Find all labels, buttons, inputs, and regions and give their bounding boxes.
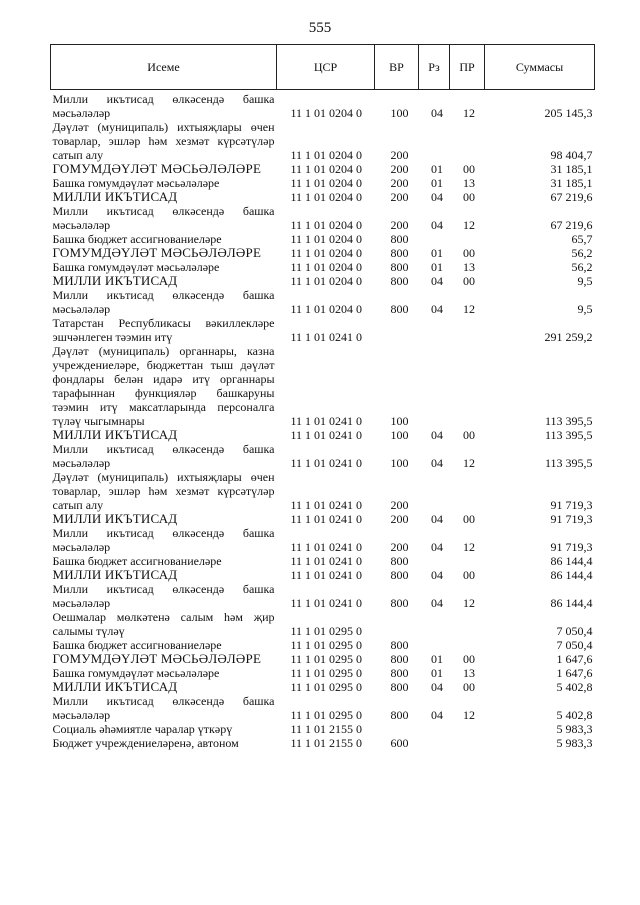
cell-vr	[375, 316, 419, 344]
cell-pr	[450, 344, 485, 428]
cell-vr: 800	[390, 568, 409, 582]
cell-vr: 200	[390, 512, 409, 526]
cell-csr: 11 1 01 0204 0	[290, 218, 363, 232]
cell-pr	[450, 316, 485, 344]
header-sum: Суммасы	[485, 45, 595, 90]
cell-pr	[450, 470, 485, 512]
cell-vr: 800	[390, 638, 409, 652]
cell-rz: 04	[431, 218, 443, 232]
cell-csr: 11 1 01 0204 0	[290, 232, 363, 246]
cell-sum: 5 983,3	[556, 736, 593, 750]
cell-vr: 600	[390, 736, 409, 750]
cell-pr: 13	[463, 260, 475, 274]
cell-rz	[419, 120, 450, 162]
table-row	[51, 638, 595, 652]
cell-rz	[419, 232, 450, 246]
cell-csr: 11 1 01 0204 0	[290, 148, 363, 162]
cell-name: Милли икътисад өлкәсендә башка мәсьәләләр	[52, 288, 275, 316]
cell-csr: 11 1 01 2155 0	[290, 736, 363, 750]
cell-name: Милли икътисад өлкәсендә башка мәсьәләләр	[52, 92, 275, 120]
cell-sum: 56,2	[571, 246, 593, 260]
table-row	[51, 90, 595, 121]
cell-rz	[419, 610, 450, 638]
table-row	[51, 204, 595, 232]
cell-rz: 01	[431, 162, 443, 176]
table-row	[51, 582, 595, 610]
header-name: Исеме	[51, 45, 277, 90]
cell-csr: 11 1 01 0204 0	[290, 260, 363, 274]
cell-name: Дәүләт (муниципаль) ихтыяҗлары өчен товарлар, эшләр һәм хезмәт күрсәтүләр сатып алу	[52, 470, 275, 512]
table-row	[51, 246, 595, 260]
cell-name: Милли икътисад өлкәсендә башка мәсьәләләр	[52, 694, 275, 722]
cell-rz: 04	[431, 540, 443, 554]
cell-name: ГОМУМДӘҮЛӘТ МӘСЬӘЛӘЛӘРЕ	[52, 161, 262, 176]
cell-rz: 04	[431, 456, 443, 470]
cell-sum: 67 219,6	[550, 190, 593, 204]
table-row	[51, 568, 595, 582]
cell-csr: 11 1 01 0241 0	[290, 540, 363, 554]
cell-rz: 04	[431, 106, 443, 120]
cell-vr: 200	[390, 218, 409, 232]
cell-pr: 00	[463, 512, 475, 526]
cell-vr	[375, 610, 419, 638]
cell-pr	[450, 722, 485, 736]
page-number: 555	[308, 20, 332, 36]
cell-vr: 800	[390, 708, 409, 722]
cell-pr: 00	[463, 428, 475, 442]
cell-csr: 11 1 01 0204 0	[290, 176, 363, 190]
cell-sum: 31 185,1	[550, 176, 593, 190]
cell-name: ГОМУМДӘҮЛӘТ МӘСЬӘЛӘЛӘРЕ	[52, 651, 262, 666]
cell-csr: 11 1 01 0295 0	[290, 652, 363, 666]
cell-csr: 11 1 01 0204 0	[290, 106, 363, 120]
cell-csr: 11 1 01 0295 0	[290, 666, 363, 680]
cell-pr: 00	[463, 680, 475, 694]
cell-sum: 1 647,6	[556, 652, 593, 666]
cell-sum: 91 719,3	[550, 512, 593, 526]
cell-rz: 04	[431, 190, 443, 204]
table-row	[51, 442, 595, 470]
cell-sum: 65,7	[571, 232, 593, 246]
table-row	[51, 736, 595, 750]
cell-csr: 11 1 01 0204 0	[290, 274, 363, 288]
cell-vr: 200	[390, 176, 409, 190]
cell-name: Бюджет учреждениеләренә, автоном	[52, 736, 239, 750]
cell-csr: 11 1 01 0241 0	[290, 554, 363, 568]
cell-vr: 800	[390, 666, 409, 680]
cell-vr: 800	[390, 260, 409, 274]
cell-name: Милли икътисад өлкәсендә башка мәсьәләләр	[52, 442, 275, 470]
cell-sum: 91 719,3	[550, 498, 593, 512]
cell-csr: 11 1 01 2155 0	[290, 722, 363, 736]
cell-pr	[450, 232, 485, 246]
table-row	[51, 232, 595, 246]
cell-rz: 01	[431, 652, 443, 666]
budget-table	[50, 44, 595, 750]
header-vr: ВР	[375, 45, 419, 90]
cell-vr: 200	[390, 498, 409, 512]
cell-pr: 12	[463, 596, 475, 610]
cell-pr: 12	[463, 302, 475, 316]
cell-name: Милли икътисад өлкәсендә башка мәсьәләләр	[52, 526, 275, 554]
cell-sum: 113 395,5	[544, 428, 593, 442]
cell-vr: 800	[390, 554, 409, 568]
cell-pr: 12	[463, 708, 475, 722]
cell-rz: 04	[431, 596, 443, 610]
cell-name: Башка гомумдәүләт мәсьәләләре	[52, 176, 220, 190]
cell-pr	[450, 554, 485, 568]
cell-sum: 5 402,8	[556, 680, 593, 694]
cell-csr: 11 1 01 0295 0	[290, 680, 363, 694]
cell-rz	[419, 638, 450, 652]
cell-rz: 04	[431, 302, 443, 316]
table-row	[51, 666, 595, 680]
cell-vr: 200	[390, 162, 409, 176]
cell-vr: 800	[390, 274, 409, 288]
cell-name: Башка бюджет ассигнованиеләре	[52, 638, 222, 652]
table-body	[51, 90, 595, 751]
cell-vr: 100	[390, 428, 409, 442]
cell-pr: 12	[463, 218, 475, 232]
cell-sum: 113 395,5	[544, 456, 593, 470]
cell-name: Милли икътисад өлкәсендә башка мәсьәләләр	[52, 582, 275, 610]
cell-rz: 04	[431, 274, 443, 288]
cell-name: Татарстан Республикасы вәкиллекләре эшчәнлеген тәэмин итү	[52, 316, 275, 344]
cell-name: Дәүләт (муниципаль) органнары, казна учреждениеләре, бюджеттан тыш дәүләт фондлары белән идарә итү органнары тарафыннан функцияләр башкаруны тәэмин итү максатларында персоналга түләү чыгымнары	[52, 344, 275, 428]
cell-rz: 04	[431, 708, 443, 722]
cell-pr	[450, 610, 485, 638]
cell-rz	[419, 316, 450, 344]
table-row	[51, 512, 595, 526]
cell-name: Башка бюджет ассигнованиеләре	[52, 554, 222, 568]
cell-sum: 1 647,6	[556, 666, 593, 680]
cell-pr: 00	[463, 652, 475, 666]
cell-name: МИЛЛИ ИКЪТИСАД	[52, 427, 178, 442]
cell-sum: 86 144,4	[550, 554, 593, 568]
cell-sum: 5 402,8	[556, 708, 593, 722]
cell-name: МИЛЛИ ИКЪТИСАД	[52, 273, 178, 288]
cell-csr: 11 1 01 0241 0	[290, 330, 363, 344]
table-row	[51, 344, 595, 428]
cell-csr: 11 1 01 0204 0	[290, 246, 363, 260]
table-row	[51, 274, 595, 288]
cell-pr: 00	[463, 246, 475, 260]
table-row	[51, 470, 595, 512]
cell-csr: 11 1 01 0241 0	[290, 428, 363, 442]
cell-name: МИЛЛИ ИКЪТИСАД	[52, 679, 178, 694]
cell-csr: 11 1 01 0241 0	[290, 568, 363, 582]
cell-vr: 800	[390, 680, 409, 694]
cell-csr: 11 1 01 0241 0	[290, 414, 363, 428]
cell-vr: 800	[390, 652, 409, 666]
table-row	[51, 610, 595, 638]
cell-csr: 11 1 01 0241 0	[290, 596, 363, 610]
cell-sum: 67 219,6	[550, 218, 593, 232]
cell-csr: 11 1 01 0295 0	[290, 624, 363, 638]
cell-sum: 7 050,4	[556, 638, 593, 652]
cell-vr: 100	[390, 414, 409, 428]
table-row	[51, 316, 595, 344]
cell-vr: 800	[390, 596, 409, 610]
cell-rz: 01	[431, 666, 443, 680]
cell-name: МИЛЛИ ИКЪТИСАД	[52, 511, 178, 526]
cell-name: ГОМУМДӘҮЛӘТ МӘСЬӘЛӘЛӘРЕ	[52, 245, 262, 260]
cell-csr: 11 1 01 0241 0	[290, 498, 363, 512]
cell-vr: 100	[390, 456, 409, 470]
cell-rz	[419, 722, 450, 736]
cell-pr: 00	[463, 568, 475, 582]
table-row	[51, 162, 595, 176]
cell-pr	[450, 120, 485, 162]
cell-rz: 01	[431, 246, 443, 260]
cell-sum: 86 144,4	[550, 596, 593, 610]
table-row	[51, 680, 595, 694]
cell-name: Оешмалар мөлкәтенә салым һәм җир салымы түләү	[52, 610, 275, 638]
cell-vr: 800	[390, 302, 409, 316]
cell-sum: 113 395,5	[544, 414, 593, 428]
table-row	[51, 120, 595, 162]
table-header-row	[51, 45, 595, 90]
table-row	[51, 652, 595, 666]
cell-name: МИЛЛИ ИКЪТИСАД	[52, 189, 178, 204]
cell-vr: 200	[390, 148, 409, 162]
cell-pr: 00	[463, 162, 475, 176]
cell-pr: 12	[463, 456, 475, 470]
cell-vr: 200	[390, 190, 409, 204]
cell-name: Социаль әһәмиятле чаралар үткәрү	[52, 722, 233, 736]
table-row	[51, 428, 595, 442]
header-rz: Рз	[419, 45, 450, 90]
table-row	[51, 260, 595, 274]
cell-pr: 00	[463, 190, 475, 204]
cell-rz: 01	[431, 176, 443, 190]
cell-sum: 205 145,3	[544, 106, 593, 120]
cell-sum: 5 983,3	[556, 722, 593, 736]
cell-pr: 13	[463, 666, 475, 680]
cell-csr: 11 1 01 0204 0	[290, 302, 363, 316]
table-row	[51, 722, 595, 736]
cell-name: Башка гомумдәүләт мәсьәләләре	[52, 666, 220, 680]
cell-rz	[419, 554, 450, 568]
cell-csr: 11 1 01 0204 0	[290, 162, 363, 176]
cell-pr: 12	[463, 540, 475, 554]
cell-sum: 91 719,3	[550, 540, 593, 554]
header-csr: ЦСР	[277, 45, 375, 90]
cell-name: Башка гомумдәүләт мәсьәләләре	[52, 260, 220, 274]
cell-sum: 98 404,7	[550, 148, 593, 162]
cell-csr: 11 1 01 0241 0	[290, 456, 363, 470]
table-row	[51, 176, 595, 190]
cell-sum: 9,5	[577, 274, 593, 288]
cell-name: Дәүләт (муниципаль) ихтыяҗлары өчен товарлар, эшләр һәм хезмәт күрсәтүләр сатып алу	[52, 120, 275, 162]
cell-sum: 31 185,1	[550, 162, 593, 176]
cell-rz: 04	[431, 568, 443, 582]
cell-sum: 7 050,4	[556, 624, 593, 638]
cell-name: Башка бюджет ассигнованиеләре	[52, 232, 222, 246]
cell-pr	[450, 638, 485, 652]
cell-csr: 11 1 01 0204 0	[290, 190, 363, 204]
cell-sum: 56,2	[571, 260, 593, 274]
cell-name: Милли икътисад өлкәсендә башка мәсьәләләр	[52, 204, 275, 232]
cell-rz: 04	[431, 680, 443, 694]
table-row	[51, 554, 595, 568]
cell-sum: 291 259,2	[544, 330, 593, 344]
cell-csr: 11 1 01 0295 0	[290, 708, 363, 722]
cell-rz: 04	[431, 428, 443, 442]
cell-vr	[375, 722, 419, 736]
cell-name: МИЛЛИ ИКЪТИСАД	[52, 567, 178, 582]
cell-rz: 01	[431, 260, 443, 274]
table-row	[51, 190, 595, 204]
cell-vr: 100	[390, 106, 409, 120]
table-row	[51, 526, 595, 554]
header-pr: ПР	[450, 45, 485, 90]
cell-pr: 00	[463, 274, 475, 288]
cell-rz	[419, 344, 450, 428]
cell-pr	[450, 736, 485, 750]
table-row	[51, 694, 595, 722]
cell-pr: 12	[463, 106, 475, 120]
cell-vr: 800	[390, 246, 409, 260]
cell-csr: 11 1 01 0241 0	[290, 512, 363, 526]
cell-sum: 86 144,4	[550, 568, 593, 582]
table-row	[51, 288, 595, 316]
cell-rz	[419, 470, 450, 512]
cell-csr: 11 1 01 0295 0	[290, 638, 363, 652]
cell-rz	[419, 736, 450, 750]
cell-sum: 9,5	[577, 302, 593, 316]
cell-rz: 04	[431, 512, 443, 526]
cell-vr: 800	[390, 232, 409, 246]
cell-pr: 13	[463, 176, 475, 190]
cell-vr: 200	[390, 540, 409, 554]
